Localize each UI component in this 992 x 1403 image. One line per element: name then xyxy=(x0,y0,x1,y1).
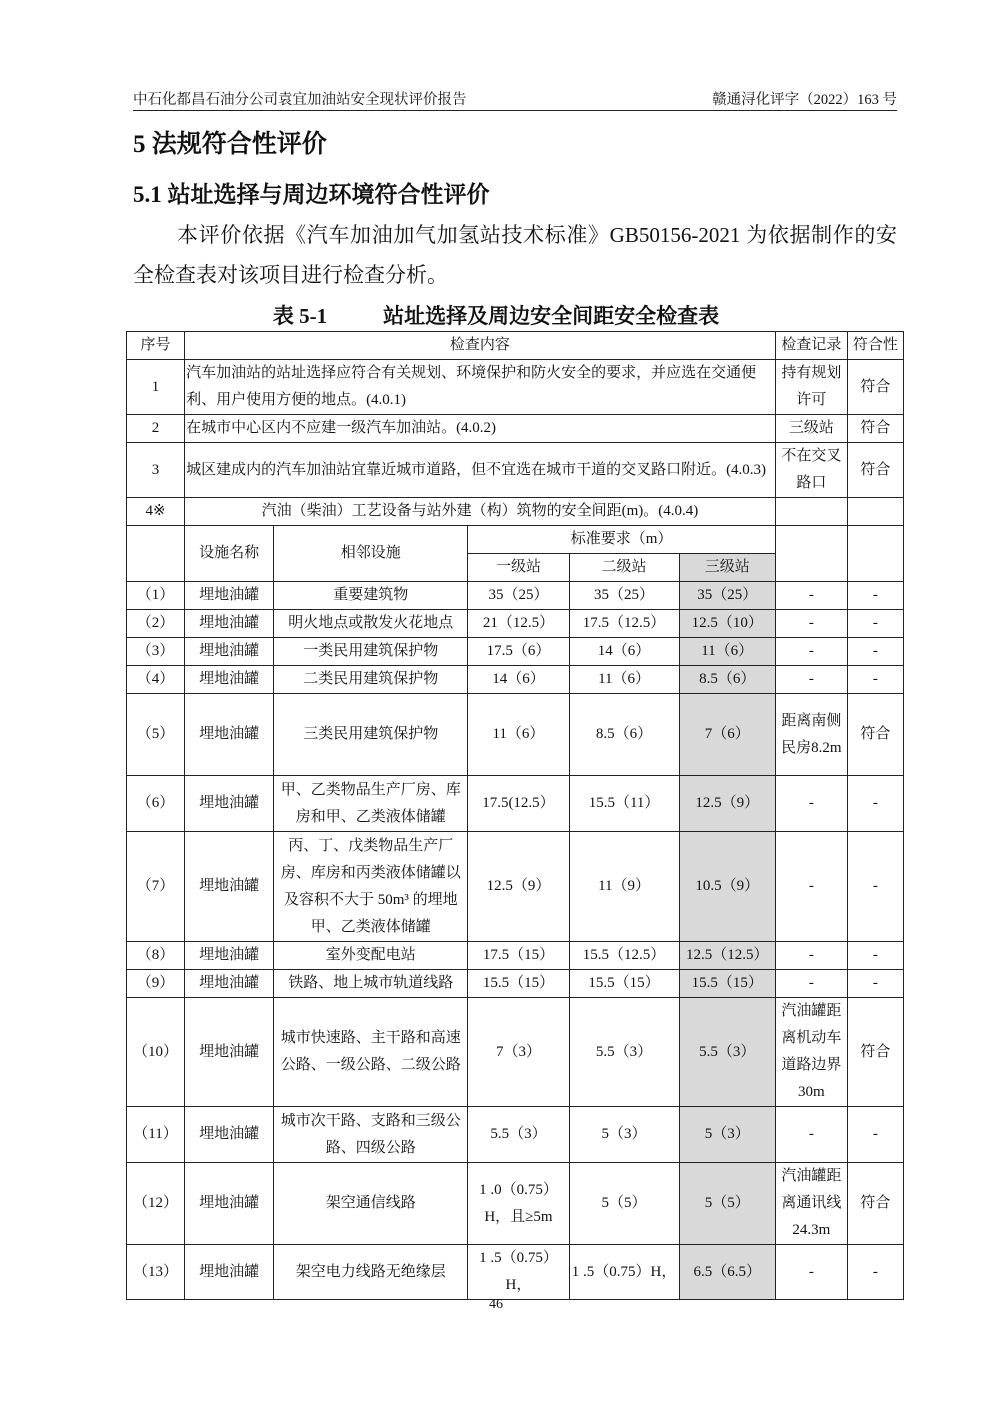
row-no: 1 xyxy=(127,360,185,415)
row-facility: 埋地油罐 xyxy=(185,638,274,666)
row-level2: 5（3） xyxy=(569,1107,679,1163)
row-level3: 12.5（10） xyxy=(679,610,775,638)
row-level3: 5（3） xyxy=(679,1107,775,1163)
table-row xyxy=(127,666,904,694)
row-record: - xyxy=(775,942,847,970)
row-level2: 5.5（3） xyxy=(569,998,679,1107)
table-row xyxy=(127,1107,904,1163)
table-row xyxy=(127,942,904,970)
sub-header-level3: 三级站 xyxy=(679,554,775,582)
section-heading: 5 法规符合性评价 xyxy=(133,131,327,158)
row-level1: 14（6） xyxy=(468,666,569,694)
row-facility: 埋地油罐 xyxy=(185,694,274,776)
row-conformity: 符合 xyxy=(847,998,903,1107)
row-adjacent: 丙、丁、戊类物品生产厂房、库房和丙类液体储罐以及容积不大于 50m³ 的埋地甲、乙类液体储罐 xyxy=(274,832,468,942)
row-level1: 12.5（9） xyxy=(468,832,569,942)
row-level3: 5.5（3） xyxy=(679,998,775,1107)
table-row xyxy=(127,582,904,610)
sub-header-standard: 标准要求（m） xyxy=(468,526,775,554)
row-level3: 5（5） xyxy=(679,1163,775,1245)
row-conformity: - xyxy=(847,582,903,610)
row-conformity: 符合 xyxy=(847,415,903,443)
row-adjacent: 三类民用建筑保护物 xyxy=(274,694,468,776)
row-adjacent: 重要建筑物 xyxy=(274,582,468,610)
row-adjacent: 明火地点或散发火花地点 xyxy=(274,610,468,638)
table-row xyxy=(127,970,904,998)
row-record: 汽油罐距离通讯线24.3m xyxy=(775,1163,847,1245)
header-report-number: 赣通浔化评字（2022）163 号 xyxy=(712,92,897,108)
header-no: 序号 xyxy=(127,332,185,360)
table-header-row xyxy=(127,332,904,360)
row-level3: 35（25） xyxy=(679,582,775,610)
sub-header-row xyxy=(127,526,904,554)
row-conformity: - xyxy=(847,832,903,942)
row-record: 距离南侧民房8.2m xyxy=(775,694,847,776)
row-no: 2 xyxy=(127,415,185,443)
row-level1: 17.5（6） xyxy=(468,638,569,666)
table-row xyxy=(127,998,904,1107)
row-record: - xyxy=(775,582,847,610)
row-record: - xyxy=(775,1245,847,1300)
row-facility: 埋地油罐 xyxy=(185,582,274,610)
row-conformity: - xyxy=(847,638,903,666)
row-no: （5） xyxy=(127,694,185,776)
row-no: （6） xyxy=(127,776,185,832)
row-conformity: - xyxy=(847,970,903,998)
row-adjacent: 架空电力线路无绝缘层 xyxy=(274,1245,468,1300)
row-level2: 11（9） xyxy=(569,832,679,942)
row-conformity: - xyxy=(847,666,903,694)
row-conformity: 符合 xyxy=(847,1163,903,1245)
table-row xyxy=(127,498,904,526)
row-content: 城区建成内的汽车加油站宜靠近城市道路，但不宜选在城市干道的交叉路口附近。(4.0.3) xyxy=(185,443,776,498)
row-record: 汽油罐距离机动车道路边界30m xyxy=(775,998,847,1107)
sub-header-conformity-empty xyxy=(847,526,903,582)
row-facility: 埋地油罐 xyxy=(185,832,274,942)
header-record: 检查记录 xyxy=(775,332,847,360)
table-row xyxy=(127,832,904,942)
row-conformity: - xyxy=(847,942,903,970)
row-level3: 12.5（9） xyxy=(679,776,775,832)
row-conformity: 符合 xyxy=(847,443,903,498)
row-conformity: 符合 xyxy=(847,360,903,415)
row-level1: 7（3） xyxy=(468,998,569,1107)
row-level1: 1 .5（0.75）H， xyxy=(468,1245,569,1300)
row-no: （7） xyxy=(127,832,185,942)
sub-header-no-empty xyxy=(127,526,185,582)
row-no: （10） xyxy=(127,998,185,1107)
table-row xyxy=(127,776,904,832)
table-row xyxy=(127,1245,904,1300)
row-level3: 6.5（6.5） xyxy=(679,1245,775,1300)
row-no: （2） xyxy=(127,610,185,638)
row-no: （13） xyxy=(127,1245,185,1300)
row-record: - xyxy=(775,638,847,666)
row-level3: 10.5（9） xyxy=(679,832,775,942)
row-adjacent: 一类民用建筑保护物 xyxy=(274,638,468,666)
row-record: - xyxy=(775,970,847,998)
row-level2: 11（6） xyxy=(569,666,679,694)
row-record: - xyxy=(775,832,847,942)
row-adjacent: 二类民用建筑保护物 xyxy=(274,666,468,694)
row-record: - xyxy=(775,610,847,638)
row-level1: 5.5（3） xyxy=(468,1107,569,1163)
row-no: （4） xyxy=(127,666,185,694)
header-report-title: 中石化都昌石油分公司袁宜加油站安全现状评价报告 xyxy=(133,92,467,108)
intro-paragraph: 本评价依据《汽车加油加气加氢站技术标准》GB50156-2021 为依据制作的安全检查表对该项目进行检查分析。 xyxy=(133,223,897,287)
row-level1: 11（6） xyxy=(468,694,569,776)
row-level2: 5（5） xyxy=(569,1163,679,1245)
row-no: （12） xyxy=(127,1163,185,1245)
table-caption xyxy=(0,300,992,330)
row-conformity: - xyxy=(847,1245,903,1300)
sub-header-record-empty xyxy=(775,526,847,582)
table-row xyxy=(127,694,904,776)
row-level1: 17.5(12.5） xyxy=(468,776,569,832)
row-adjacent: 城市次干路、支路和三级公路、四级公路 xyxy=(274,1107,468,1163)
row-conformity: - xyxy=(847,610,903,638)
row-level2: 15.5（12.5） xyxy=(569,942,679,970)
row-level2: 15.5（15） xyxy=(569,970,679,998)
row-record-empty xyxy=(775,498,847,526)
safety-check-table xyxy=(126,331,904,1300)
sub-header-level1: 一级站 xyxy=(468,554,569,582)
row-content: 在城市中心区内不应建一级汽车加油站。(4.0.2) xyxy=(185,415,776,443)
row-record: 持有规划许可 xyxy=(775,360,847,415)
row-no: （11） xyxy=(127,1107,185,1163)
row-conformity: - xyxy=(847,776,903,832)
row-no: （1） xyxy=(127,582,185,610)
row-level3: 12.5（12.5） xyxy=(679,942,775,970)
table-row xyxy=(127,443,904,498)
row-facility: 埋地油罐 xyxy=(185,1107,274,1163)
row-level3: 7（6） xyxy=(679,694,775,776)
sub-header-level2: 二级站 xyxy=(569,554,679,582)
row-no: 3 xyxy=(127,443,185,498)
row-level1: 21（12.5） xyxy=(468,610,569,638)
table-caption-title: 站址选择及周边安全间距安全检查表 xyxy=(383,304,720,328)
header-content: 检查内容 xyxy=(185,332,776,360)
row-facility: 埋地油罐 xyxy=(185,1163,274,1245)
row-facility: 埋地油罐 xyxy=(185,942,274,970)
row-level2: 8.5（6） xyxy=(569,694,679,776)
row-level2: 1 .5（0.75）H， xyxy=(569,1245,679,1300)
row-level1: 1 .0（0.75）H，且≥5m xyxy=(468,1163,569,1245)
row-level3: 11（6） xyxy=(679,638,775,666)
row-adjacent: 城市快速路、主干路和高速公路、一级公路、二级公路 xyxy=(274,998,468,1107)
header-conformity: 符合性 xyxy=(847,332,903,360)
table-row xyxy=(127,415,904,443)
row-no: （8） xyxy=(127,942,185,970)
row-level2: 15.5（11） xyxy=(569,776,679,832)
row-record: 三级站 xyxy=(775,415,847,443)
row-no: （3） xyxy=(127,638,185,666)
row-no: （9） xyxy=(127,970,185,998)
row-facility: 埋地油罐 xyxy=(185,610,274,638)
row-content: 汽车加油站的站址选择应符合有关规划、环境保护和防火安全的要求，并应选在交通便利、用户使用方便的地点。(4.0.1) xyxy=(185,360,776,415)
row-facility: 埋地油罐 xyxy=(185,776,274,832)
row-record: - xyxy=(775,1107,847,1163)
spacing-rows xyxy=(127,582,904,1300)
row-facility: 埋地油罐 xyxy=(185,666,274,694)
row-record: 不在交叉路口 xyxy=(775,443,847,498)
row-record: - xyxy=(775,666,847,694)
row-adjacent: 甲、乙类物品生产厂房、库房和甲、乙类液体储罐 xyxy=(274,776,468,832)
row-level1: 17.5（15） xyxy=(468,942,569,970)
sub-header-facility: 设施名称 xyxy=(185,526,274,582)
row-adjacent: 室外变配电站 xyxy=(274,942,468,970)
row-level2: 14（6） xyxy=(569,638,679,666)
table-row xyxy=(127,610,904,638)
row-conformity-empty xyxy=(847,498,903,526)
row-conformity: - xyxy=(847,1107,903,1163)
row-facility: 埋地油罐 xyxy=(185,998,274,1107)
page-header xyxy=(133,88,897,111)
row-facility: 埋地油罐 xyxy=(185,1245,274,1300)
row-conformity: 符合 xyxy=(847,694,903,776)
row-level2: 17.5（12.5） xyxy=(569,610,679,638)
row-record: - xyxy=(775,776,847,832)
row-level1: 35（25） xyxy=(468,582,569,610)
subsection-heading: 5.1 站址选择与周边环境符合性评价 xyxy=(133,182,490,207)
row-adjacent: 铁路、地上城市轨道线路 xyxy=(274,970,468,998)
row-no: 4※ xyxy=(127,498,185,526)
row-level1: 15.5（15） xyxy=(468,970,569,998)
row-level3: 8.5（6） xyxy=(679,666,775,694)
table-row xyxy=(127,360,904,415)
row-content: 汽油（柴油）工艺设备与站外建（构）筑物的安全间距(m)。(4.0.4) xyxy=(185,498,776,526)
table-row xyxy=(127,638,904,666)
row-level2: 35（25） xyxy=(569,582,679,610)
page-number: 46 xyxy=(489,1297,503,1312)
table-row xyxy=(127,1163,904,1245)
row-adjacent: 架空通信线路 xyxy=(274,1163,468,1245)
row-facility: 埋地油罐 xyxy=(185,970,274,998)
sub-header-adjacent: 相邻设施 xyxy=(274,526,468,582)
row-level3: 15.5（15） xyxy=(679,970,775,998)
table-caption-number: 表 5-1 xyxy=(272,304,328,328)
